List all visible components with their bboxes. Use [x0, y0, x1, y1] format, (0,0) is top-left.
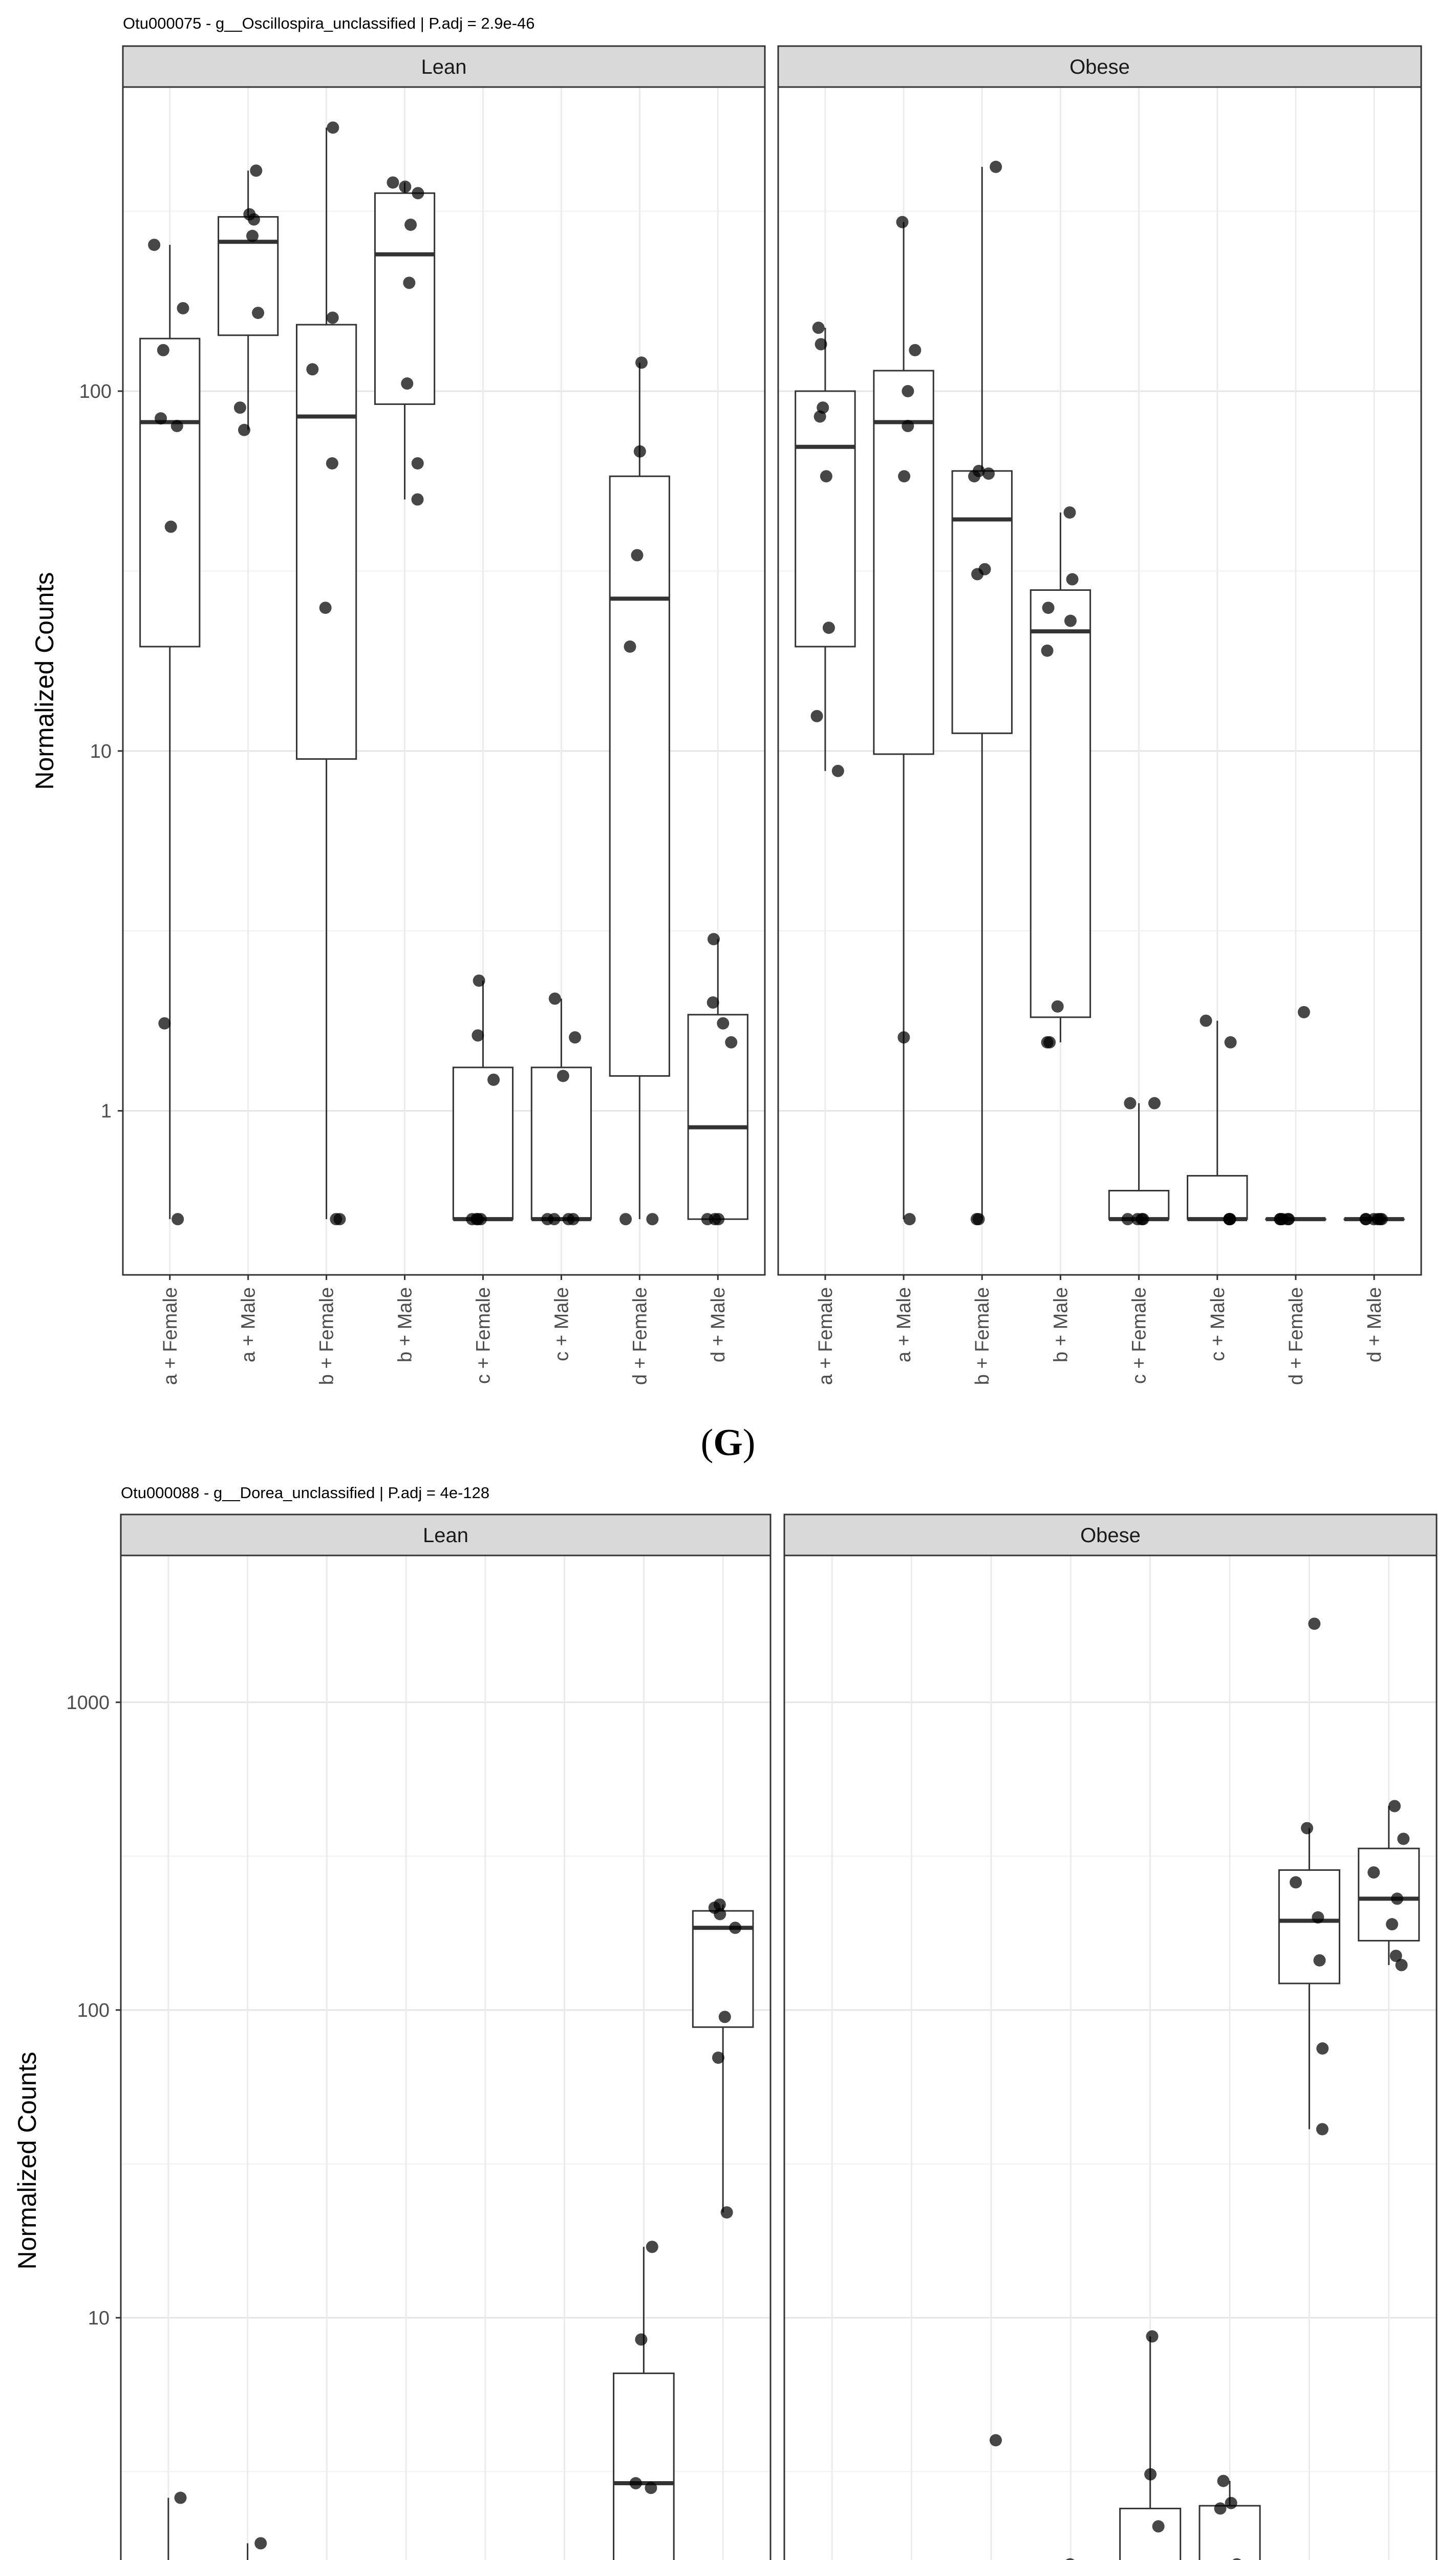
- data-point: [708, 933, 720, 945]
- data-point: [811, 710, 823, 722]
- data-point: [155, 412, 167, 424]
- x-tick-label: c + Female: [473, 1287, 495, 1384]
- box-body: [796, 391, 855, 647]
- data-point: [404, 219, 417, 231]
- data-point: [712, 2052, 724, 2064]
- data-point: [1064, 615, 1077, 627]
- data-point: [254, 2537, 267, 2549]
- data-point: [902, 385, 914, 397]
- data-point: [820, 470, 832, 482]
- data-point: [812, 322, 825, 334]
- data-point: [904, 1213, 916, 1225]
- x-tick-label: d + Female: [629, 1287, 651, 1385]
- data-point: [1041, 1036, 1054, 1049]
- data-point: [1313, 1954, 1325, 1967]
- data-point: [814, 411, 826, 423]
- data-point: [557, 1070, 569, 1082]
- data-point: [472, 1029, 484, 1041]
- box-body: [1031, 590, 1090, 1017]
- data-point: [1316, 2042, 1329, 2055]
- data-point: [898, 470, 910, 482]
- data-point: [1148, 1097, 1161, 1110]
- y-axis-label: Normalized Counts: [13, 2052, 41, 2270]
- data-point: [624, 641, 636, 653]
- box-body: [531, 1068, 591, 1219]
- data-point: [330, 1213, 342, 1225]
- box-body: [1120, 2508, 1181, 2560]
- box-body: [1188, 1176, 1247, 1219]
- data-point: [175, 2492, 187, 2504]
- data-point: [487, 1074, 500, 1086]
- data-point: [165, 521, 177, 533]
- box-body: [453, 1068, 512, 1219]
- data-point: [1391, 1892, 1403, 1905]
- data-point: [832, 765, 844, 777]
- data-point: [1214, 2502, 1227, 2514]
- chart-title: Otu000075 - g__Oscillospira_unclassified | P.adj = 2.9e-46: [123, 14, 535, 32]
- data-point: [823, 622, 835, 634]
- panel-background: [784, 1555, 1437, 2560]
- facet-obese: [778, 46, 1421, 1385]
- data-point: [1386, 1918, 1398, 1930]
- data-point: [569, 1031, 581, 1043]
- data-point: [896, 216, 908, 228]
- x-tick-label: c + Male: [551, 1287, 573, 1361]
- data-point: [252, 307, 264, 319]
- data-point: [635, 2333, 647, 2345]
- facet-lean: [123, 46, 765, 1385]
- data-point: [171, 420, 183, 432]
- chart-H: [13, 1484, 1437, 2560]
- x-tick-label: a + Female: [815, 1287, 837, 1385]
- data-point: [1396, 1959, 1408, 1971]
- data-point: [1374, 1213, 1386, 1225]
- data-point: [412, 187, 424, 199]
- x-tick-label: d + Male: [1364, 1287, 1386, 1362]
- x-tick-label: c + Female: [1128, 1287, 1150, 1384]
- x-tick-label: c + Male: [1207, 1287, 1229, 1361]
- data-point: [1146, 2330, 1159, 2342]
- data-point: [177, 302, 189, 314]
- y-tick-label: 10: [88, 2307, 110, 2329]
- x-tick-label: a + Female: [159, 1287, 181, 1385]
- x-tick-label: b + Female: [316, 1287, 338, 1385]
- data-point: [549, 992, 561, 1005]
- data-point: [717, 1017, 729, 1030]
- data-point: [634, 445, 646, 458]
- data-point: [982, 467, 995, 480]
- data-point: [548, 1213, 561, 1225]
- data-point: [619, 1213, 632, 1225]
- data-point: [1042, 602, 1055, 614]
- data-point: [234, 401, 246, 414]
- data-point: [990, 161, 1002, 173]
- y-axis-label: Normalized Counts: [30, 572, 59, 790]
- data-point: [250, 164, 262, 177]
- data-point: [1367, 1866, 1380, 1879]
- chart-G: [30, 14, 1421, 1464]
- data-point: [148, 239, 160, 251]
- data-point: [306, 363, 318, 375]
- x-tick-label: a + Male: [238, 1287, 260, 1362]
- data-point: [327, 121, 339, 134]
- data-point: [401, 377, 413, 390]
- data-point: [1225, 2497, 1237, 2509]
- box-body: [688, 1015, 747, 1219]
- data-point: [729, 1922, 741, 1934]
- box-body: [140, 338, 200, 647]
- data-point: [1316, 2123, 1329, 2136]
- chart-title: Otu000088 - g__Dorea_unclassified | P.adj = 4e-128: [121, 1484, 490, 1502]
- data-point: [1136, 1213, 1148, 1225]
- data-point: [567, 1213, 580, 1225]
- facet-strip-label: Obese: [1080, 1524, 1141, 1547]
- data-point: [725, 1036, 737, 1049]
- data-point: [319, 602, 332, 614]
- data-point: [1066, 573, 1079, 585]
- panel-letter: G: [713, 1422, 743, 1464]
- data-point: [412, 457, 424, 470]
- data-point: [1301, 1822, 1313, 1834]
- data-point: [709, 1213, 721, 1225]
- box-body: [610, 476, 669, 1076]
- data-point: [719, 2011, 731, 2023]
- facet-strip-label: Lean: [421, 56, 467, 78]
- data-point: [721, 2206, 733, 2218]
- data-point: [1225, 1036, 1237, 1049]
- data-point: [1224, 1213, 1236, 1225]
- data-point: [399, 181, 411, 193]
- y-tick-label: 1: [100, 1100, 112, 1122]
- data-point: [473, 974, 485, 987]
- x-tick-label: b + Male: [1050, 1287, 1072, 1362]
- data-point: [1397, 1832, 1409, 1845]
- data-point: [714, 1908, 726, 1920]
- data-point: [1200, 1015, 1212, 1027]
- data-point: [1274, 1213, 1286, 1225]
- box-body: [1279, 1870, 1339, 1983]
- data-point: [630, 2477, 642, 2489]
- panel-letter-label: (G): [700, 1422, 756, 1464]
- data-point: [326, 457, 338, 470]
- box-body: [614, 2373, 674, 2560]
- data-point: [1063, 506, 1076, 519]
- box-body: [296, 325, 356, 759]
- facet-obese: [784, 1514, 1437, 2560]
- data-point: [1360, 1213, 1372, 1225]
- data-point: [1152, 2520, 1165, 2532]
- data-point: [387, 176, 399, 188]
- data-point: [968, 470, 980, 482]
- data-point: [412, 494, 424, 506]
- y-tick-label: 1000: [66, 1692, 110, 1714]
- data-point: [403, 276, 415, 289]
- data-point: [1217, 2475, 1230, 2487]
- data-point: [815, 338, 827, 350]
- data-point: [1388, 1800, 1401, 1812]
- x-tick-label: a + Male: [893, 1287, 915, 1362]
- data-point: [1124, 1097, 1136, 1110]
- data-point: [327, 311, 339, 324]
- data-point: [1298, 1006, 1310, 1018]
- box-body: [952, 471, 1012, 733]
- x-tick-label: b + Male: [394, 1287, 416, 1362]
- data-point: [1290, 1876, 1302, 1888]
- data-point: [246, 230, 259, 242]
- data-point: [158, 1017, 170, 1030]
- data-point: [646, 2241, 658, 2253]
- data-point: [1052, 1000, 1064, 1013]
- data-point: [990, 2434, 1002, 2446]
- data-point: [172, 1213, 184, 1225]
- data-point: [707, 996, 719, 1009]
- box-3: [1031, 513, 1090, 1042]
- x-tick-label: b + Female: [972, 1287, 994, 1385]
- data-point: [157, 344, 169, 356]
- box-body: [1200, 2506, 1260, 2560]
- y-tick-label: 100: [77, 1999, 110, 2021]
- y-tick-label: 100: [79, 380, 112, 402]
- data-point: [635, 356, 648, 369]
- facet-lean: [121, 1514, 770, 2560]
- data-point: [1041, 645, 1054, 657]
- facet-strip-label: Lean: [423, 1524, 468, 1547]
- data-point: [475, 1213, 487, 1225]
- data-point: [645, 2482, 657, 2494]
- y-tick-label: 10: [90, 740, 112, 762]
- x-tick-label: d + Female: [1285, 1287, 1307, 1385]
- data-point: [973, 1213, 985, 1225]
- data-point: [1312, 1911, 1324, 1924]
- data-point: [1308, 1617, 1320, 1630]
- data-point: [238, 424, 250, 436]
- data-point: [902, 420, 914, 432]
- x-tick-label: d + Male: [708, 1287, 730, 1362]
- data-point: [897, 1031, 910, 1043]
- data-point: [646, 1213, 658, 1225]
- facet-strip-label: Obese: [1069, 56, 1130, 78]
- data-point: [909, 344, 921, 356]
- data-point: [631, 549, 644, 561]
- data-point: [971, 568, 983, 580]
- data-point: [248, 214, 260, 226]
- data-point: [1144, 2468, 1157, 2481]
